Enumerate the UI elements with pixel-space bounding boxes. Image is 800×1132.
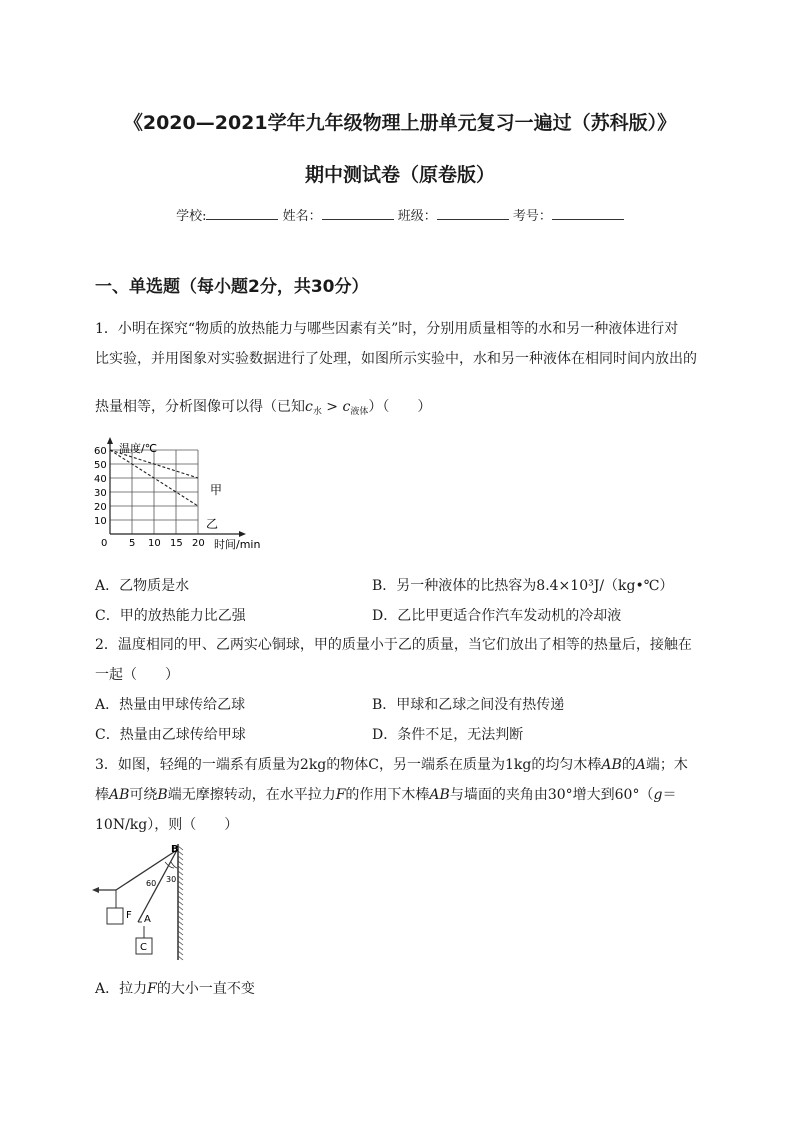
hatch-mark bbox=[178, 886, 183, 890]
label-f: F bbox=[126, 910, 132, 921]
x-tick-label: 5 bbox=[129, 538, 136, 549]
symbol-f: F bbox=[147, 981, 157, 997]
force-f-arrow bbox=[92, 887, 99, 893]
hatch-mark bbox=[178, 911, 183, 915]
x-tick-labels bbox=[129, 538, 205, 549]
lever-wall-diagram bbox=[88, 840, 198, 965]
hatch-mark bbox=[178, 926, 183, 930]
hatch-mark bbox=[178, 881, 183, 885]
q3-text: 棒 bbox=[95, 787, 109, 803]
q2-option-c: C．热量由乙球传给甲球 bbox=[95, 727, 246, 743]
q3-option-a bbox=[95, 978, 255, 998]
q1-line-3-text: 热量相等，分析图像可以得（已知 bbox=[95, 399, 305, 415]
q2-line-2: 一起（ ） bbox=[95, 667, 179, 683]
hatch-mark bbox=[178, 871, 183, 875]
school-blank bbox=[206, 207, 278, 220]
q1-line-3 bbox=[95, 396, 431, 417]
q1-option-d: D．乙比甲更适合作汽车发动机的冷却液 bbox=[372, 608, 622, 624]
q3-text: 的 bbox=[621, 757, 636, 773]
q1-line-1: 1．小明在探究“物质的放热能力与哪些因素有关”时，分别用质量相等的水和另一种液体进行对 bbox=[95, 321, 679, 337]
y-tick-labels bbox=[94, 446, 107, 527]
x-tick-label: 15 bbox=[170, 538, 183, 549]
q1-option-c: C．甲的放热能力比乙强 bbox=[95, 608, 246, 624]
section-heading: 一、单选题（每小题2分，共30分） bbox=[95, 277, 369, 297]
school-label: 学校: bbox=[176, 209, 207, 224]
q3-text: 可绕 bbox=[129, 787, 158, 803]
temperature-time-graph bbox=[92, 436, 282, 554]
q3-line-1 bbox=[95, 754, 688, 774]
rod-ab bbox=[138, 850, 177, 922]
c-water-symbol: c bbox=[305, 399, 313, 415]
label-c: C bbox=[140, 942, 147, 953]
hatch-mark bbox=[178, 946, 183, 950]
origin-label: 0 bbox=[101, 538, 108, 549]
angle-30-arc bbox=[171, 862, 177, 868]
hatch-mark bbox=[178, 876, 183, 880]
class-label: 班级： bbox=[397, 209, 437, 224]
hatch-mark bbox=[178, 936, 183, 940]
q3-text: 3．如图，轻绳的一端系有质量为2kg的物体C，另一端系在质量为1kg的均匀木棒 bbox=[95, 757, 602, 773]
y-tick-label: 60 bbox=[94, 446, 107, 457]
q3-text: 端无摩擦转动，在水平拉力 bbox=[167, 787, 336, 803]
q3-line-2 bbox=[95, 784, 676, 804]
c-liquid-symbol: c bbox=[342, 399, 351, 415]
q3-text: 与墙面的夹角由30°增大到60°（ bbox=[449, 787, 654, 803]
q2-option-b: B．甲球和乙球之间没有热传递 bbox=[372, 697, 565, 713]
symbol-ab: AB bbox=[109, 787, 130, 803]
q2-line-1: 2．温度相同的甲、乙两实心铜球，甲的质量小于乙的质量，当它们放出了相等的热量后，接触在 bbox=[95, 637, 692, 653]
wall-hatching bbox=[178, 846, 183, 960]
q3-text: 端；木 bbox=[645, 757, 688, 773]
q1-option-b: B．另一种液体的比热容为8.4×10³J/（kg•℃） bbox=[372, 578, 674, 594]
q2-option-d: D．条件不足，无法判断 bbox=[372, 727, 524, 743]
q3-text: ＝ bbox=[662, 787, 677, 803]
student-info-row bbox=[0, 205, 800, 224]
hanging-block bbox=[107, 908, 123, 924]
x-axis-label: 时间/min bbox=[214, 538, 261, 551]
q3-line-3: 10N/kg），则（ ） bbox=[95, 817, 239, 833]
label-a: A bbox=[144, 914, 151, 925]
y-tick-label: 10 bbox=[94, 516, 107, 527]
exam-number-label: 考号： bbox=[512, 209, 552, 224]
symbol-ab: AB bbox=[601, 757, 622, 773]
y-tick-label: 30 bbox=[94, 488, 107, 499]
hatch-mark bbox=[178, 896, 183, 900]
hatch-mark bbox=[178, 941, 183, 945]
hatch-mark bbox=[178, 931, 183, 935]
x-axis-arrow bbox=[239, 531, 246, 537]
y-axis-label: 温度/℃ bbox=[119, 442, 158, 455]
symbol-b: B bbox=[157, 787, 168, 803]
angle-60-label: 60 bbox=[146, 879, 157, 888]
q1-line-2: 比实验，并用图象对实验数据进行了处理，如图所示实验中，水和另一种液体在相同时间内放出的 bbox=[95, 351, 697, 367]
hatch-mark bbox=[178, 951, 183, 955]
q3-option-a-text: 的大小一直不变 bbox=[156, 981, 255, 997]
y-tick-label: 40 bbox=[94, 474, 107, 485]
q3-text: 的作用下木棒 bbox=[345, 787, 430, 803]
symbol-f: F bbox=[335, 787, 346, 803]
hatch-mark bbox=[178, 866, 183, 870]
q2-option-a: A．热量由甲球传给乙球 bbox=[95, 697, 246, 713]
greater-than: > bbox=[321, 399, 343, 415]
curve-label-jia: 甲 bbox=[210, 483, 223, 497]
y-tick-label: 50 bbox=[94, 460, 107, 471]
hatch-mark bbox=[178, 901, 183, 905]
name-blank bbox=[322, 207, 394, 220]
hatch-mark bbox=[178, 891, 183, 895]
class-blank bbox=[437, 207, 509, 220]
y-tick-label: 20 bbox=[94, 502, 107, 513]
document-subtitle: 期中测试卷（原卷版） bbox=[304, 164, 495, 186]
hatch-mark bbox=[178, 846, 183, 850]
curve-label-yi: 乙 bbox=[206, 517, 219, 531]
q1-answer-paren: ）（ ） bbox=[368, 399, 432, 415]
symbol-g: g bbox=[653, 787, 663, 803]
hatch-mark bbox=[178, 916, 183, 920]
symbol-a: A bbox=[635, 757, 646, 773]
angle-30-label: 30 bbox=[166, 875, 177, 884]
hatch-mark bbox=[178, 921, 183, 925]
hatch-mark bbox=[178, 956, 183, 960]
c-water-subscript: 水 bbox=[312, 407, 322, 417]
hatch-mark bbox=[178, 851, 183, 855]
c-liquid-subscript: 液体 bbox=[350, 407, 369, 417]
document-title: 《2020—2021学年九年级物理上册单元复习一遍过（苏科版）》 bbox=[123, 112, 677, 134]
q1-option-a: A．乙物质是水 bbox=[95, 578, 190, 594]
hatch-mark bbox=[178, 906, 183, 910]
label-b: B bbox=[171, 844, 179, 855]
symbol-ab: AB bbox=[429, 787, 450, 803]
q3-option-a-text: A．拉力 bbox=[95, 981, 148, 997]
x-tick-label: 10 bbox=[148, 538, 161, 549]
graph-grid bbox=[110, 450, 198, 534]
y-axis-arrow bbox=[107, 437, 113, 444]
hatch-mark bbox=[178, 861, 183, 865]
x-tick-label: 20 bbox=[192, 538, 205, 549]
exam-number-blank bbox=[552, 207, 624, 220]
hatch-mark bbox=[178, 856, 183, 860]
name-label: 姓名： bbox=[282, 209, 322, 224]
